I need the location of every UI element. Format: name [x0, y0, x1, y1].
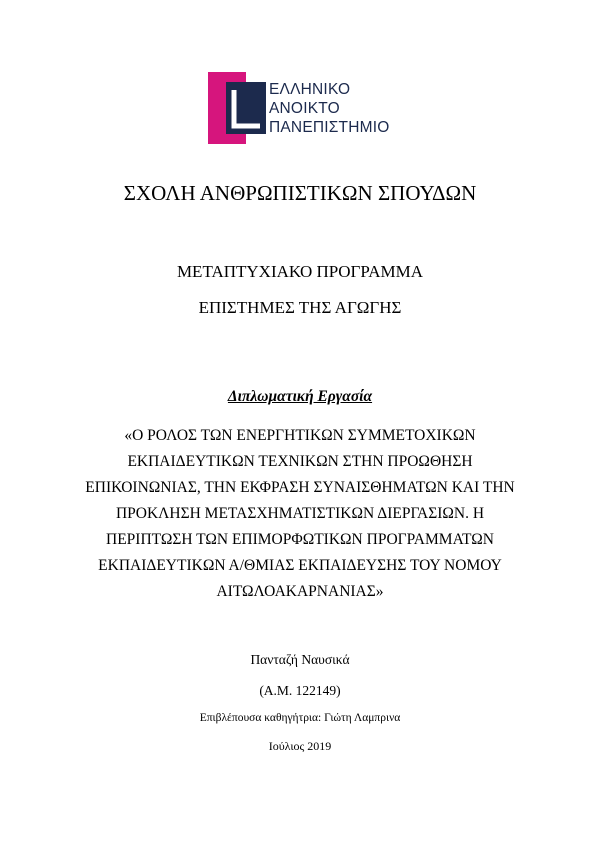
thesis-title-line: ΑΙΤΩΛΟΑΚΑΡΝΑΝΙΑΣ» [216, 583, 384, 600]
thesis-title-line: ΕΚΠΑΙΔΕΥΤΙΚΩΝ Α/ΘΜΙΑΣ ΕΚΠΑΙΔΕΥΣΗΣ ΤΟΥ ΝΟΜΟΥ [98, 557, 502, 574]
logo-wordmark [269, 80, 389, 137]
logo-line: ΑΝΟΙΚΤΟ [269, 100, 340, 117]
logo-line: ΕΛΛΗΝΙΚΟ [269, 81, 351, 98]
thesis-label: Διπλωματική Εργασία [227, 388, 373, 405]
logo-line: ΠΑΝΕΠΙΣΤΗΜΙΟ [269, 119, 390, 136]
school-name: ΣΧΟΛΗ ΑΝΘΡΩΠΙΣΤΙΚΩΝ ΣΠΟΥΔΩΝ [123, 181, 477, 205]
thesis-title-line: ΠΡΟΚΛΗΣΗ ΜΕΤΑΣΧΗΜΑΤΙΣΤΙΚΩΝ ΔΙΕΡΓΑΣΙΩΝ. Η [115, 505, 485, 522]
thesis-title-line: ΕΚΠΑΙΔΕΥΤΙΚΩΝ ΤΕΧΝΙΚΩΝ ΣΤΗΝ ΠΡΟΩΘΗΣΗ [127, 453, 473, 470]
program-title: ΜΕΤΑΠΤΥΧΙΑΚΟ ΠΡΟΓΡΑΜΜΑ [176, 262, 424, 281]
thesis-title-line: ΠΕΡΙΠΤΩΣΗ ΤΩΝ ΕΠΙΜΟΡΦΩΤΙΚΩΝ ΠΡΟΓΡΑΜΜΑΤΩΝ [106, 531, 494, 548]
university-logo [208, 72, 398, 144]
thesis-title [0, 423, 600, 605]
student-id: (Α.Μ. 122149) [259, 683, 341, 698]
university-logo-mark [208, 72, 266, 144]
submission-date: Ιούλιος 2019 [268, 739, 332, 753]
author-name: Πανταζή Ναυσικά [250, 652, 350, 667]
thesis-title-line: «Ο ΡΟΛΟΣ ΤΩΝ ΕΝΕΡΓΗΤΙΚΩΝ ΣΥΜΜΕΤΟΧΙΚΩΝ [124, 427, 476, 444]
thesis-title-line: ΕΠΙΚΟΙΝΩΝΙΑΣ, ΤΗΝ ΕΚΦΡΑΣΗ ΣΥΝΑΙΣΘΗΜΑΤΩΝ ΚΑΙ ΤΗΝ [85, 479, 515, 496]
program-subtitle: ΕΠΙΣΤΗΜΕΣ ΤΗΣ ΑΓΩΓΗΣ [198, 298, 402, 317]
supervisor: Επιβλέπουσα καθηγήτρια: Γιώτη Λαμπρινα [199, 712, 401, 724]
